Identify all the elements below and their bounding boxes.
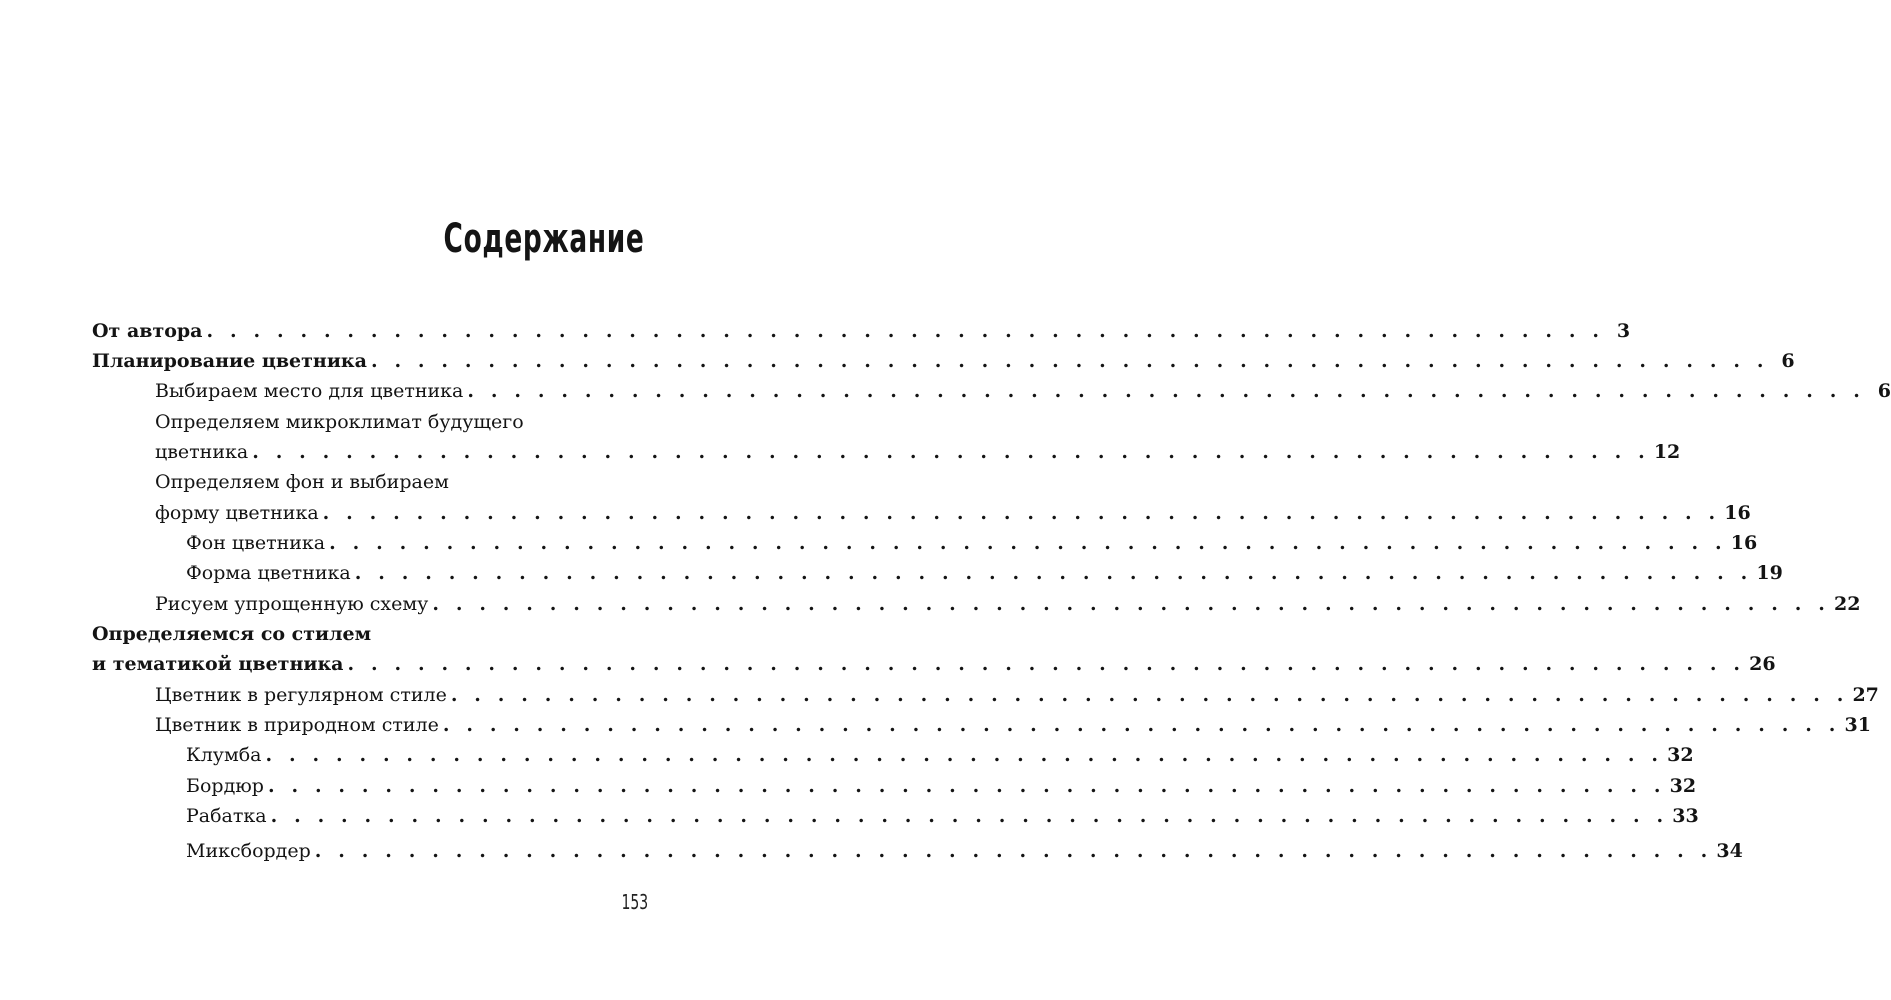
toc-entry-title: Форма цветника: [186, 562, 351, 584]
toc-entry-title: цветника: [155, 441, 249, 463]
toc-entry: [0, 558, 1783, 588]
toc-entry-title: Цветник в регулярном стиле: [155, 684, 447, 706]
toc-entry-page: 32: [1667, 744, 1694, 766]
toc-entry: [0, 316, 1631, 346]
toc-entry-title: Определяемся со стилем: [92, 623, 372, 645]
toc-entry-page: 16: [1724, 502, 1751, 524]
toc-entry: [0, 437, 1681, 467]
dot-leader: . . . . . . . . . . . . . . . . . . . . . . . . . . . . . . . . . . . . . . . . . . . . . . . . . . . . . . . . . . . .: [322, 502, 1721, 524]
toc-entry-title: Рисуем упрощенную схему: [155, 593, 429, 615]
toc-entry-page: 22: [1833, 593, 1861, 615]
toc-entry-title: форму цветника: [155, 502, 319, 524]
toc-entry-title: Фон цветника: [186, 532, 326, 554]
toc-entry-title: Клумба: [186, 744, 262, 766]
toc-entry-title: Планирование цветника: [92, 350, 367, 372]
toc-entry-page: 19: [1756, 562, 1783, 584]
dot-leader: . . . . . . . . . . . . . . . . . . . . . . . . . . . . . . . . . . . . . . . . . . . . . . . . . . . . . . . . . . . .: [314, 840, 1713, 862]
toc-entry-title: Выбираем место для цветника: [155, 380, 464, 402]
toc-entry: [0, 680, 1879, 710]
toc-entry: [0, 649, 1776, 679]
page-number: 153: [621, 890, 648, 914]
toc-entry: [0, 710, 1871, 740]
dot-leader: . . . . . . . . . . . . . . . . . . . . . . . . . . . . . . . . . . . . . . . . . . . . . . . . . . . . . . . . . . . .: [270, 805, 1669, 827]
toc-entry-title: Бордюр: [186, 775, 264, 797]
toc-entry-page: 26: [1749, 653, 1776, 675]
dot-leader: . . . . . . . . . . . . . . . . . . . . . . . . . . . . . . . . . . . . . . . . . . . . . . . . . . . . . . . . . . . .: [329, 532, 1727, 554]
dot-leader: . . . . . . . . . . . . . . . . . . . . . . . . . . . . . . . . . . . . . . . . . . . . . . . . . . . . . . . . . . . .: [432, 593, 1830, 615]
toc-entry-page: 6: [1781, 350, 1795, 372]
dot-leader: . . . . . . . . . . . . . . . . . . . . . . . . . . . . . . . . . . . . . . . . . . . . . . . . . . . . . . . . . . . .: [265, 744, 1664, 766]
toc-entry-page: 31: [1844, 714, 1871, 736]
toc-entry-page: 6: [1877, 380, 1891, 402]
toc-entry-page: 3: [1616, 320, 1631, 342]
toc-entry-title: Рабатка: [186, 805, 267, 827]
toc-entry: [0, 619, 800, 649]
toc-entry-title: Определяем фон и выбираем: [155, 471, 449, 493]
dot-leader: . . . . . . . . . . . . . . . . . . . . . . . . . . . . . . . . . . . . . . . . . . . . . . . . . . . . . . . . . . . .: [252, 441, 1650, 463]
toc-entry-title: Определяем микроклимат будущего: [155, 411, 524, 433]
dot-leader: . . . . . . . . . . . . . . . . . . . . . . . . . . . . . . . . . . . . . . . . . . . . . . . . . . . . . . . . . . . .: [206, 320, 1605, 342]
page-title: Содержание: [443, 216, 644, 262]
dot-leader: . . . . . . . . . . . . . . . . . . . . . . . . . . . . . . . . . . . . . . . . . . . . . . . . . . . . . . . . . . . .: [370, 350, 1769, 372]
toc-entry-title: Цветник в природном стиле: [155, 714, 439, 736]
toc-entry-page: 34: [1716, 840, 1743, 862]
toc-entry: [0, 801, 1699, 831]
toc-entry: [0, 376, 1891, 406]
toc-entry-page: 16: [1730, 532, 1758, 554]
toc-entry: [0, 467, 800, 497]
toc-entry: [0, 589, 1861, 619]
toc-entry: [0, 740, 1694, 770]
toc-entry-page: 27: [1852, 684, 1879, 706]
toc-entry: [0, 346, 1795, 376]
dot-leader: . . . . . . . . . . . . . . . . . . . . . . . . . . . . . . . . . . . . . . . . . . . . . . . . . . . . . . . . . . . .: [347, 653, 1746, 675]
toc-entry-title: От автора: [92, 320, 203, 342]
toc-entry-title: Миксбордер: [186, 840, 311, 862]
toc-entry: [0, 771, 1697, 801]
toc-entry: [0, 407, 800, 437]
toc-entry-page: 12: [1653, 441, 1681, 463]
dot-leader: . . . . . . . . . . . . . . . . . . . . . . . . . . . . . . . . . . . . . . . . . . . . . . . . . . . . . . . . . . . .: [267, 775, 1666, 797]
toc-entry: [0, 836, 1743, 866]
dot-leader: . . . . . . . . . . . . . . . . . . . . . . . . . . . . . . . . . . . . . . . . . . . . . . . . . . . . . . . . . . . .: [354, 562, 1753, 584]
toc-entry-title: и тематикой цветника: [92, 653, 344, 675]
dot-leader: . . . . . . . . . . . . . . . . . . . . . . . . . . . . . . . . . . . . . . . . . . . . . . . . . . . . . . . . . . . .: [442, 714, 1841, 736]
dot-leader: . . . . . . . . . . . . . . . . . . . . . . . . . . . . . . . . . . . . . . . . . . . . . . . . . . . . . . . . . . . .: [467, 380, 1866, 402]
toc-entry: [0, 498, 1751, 528]
dot-leader: . . . . . . . . . . . . . . . . . . . . . . . . . . . . . . . . . . . . . . . . . . . . . . . . . . . . . . . . . . . .: [450, 684, 1849, 706]
toc-entry: [0, 528, 1758, 558]
toc-entry-page: 33: [1672, 805, 1699, 827]
toc-entry-page: 32: [1669, 775, 1697, 797]
